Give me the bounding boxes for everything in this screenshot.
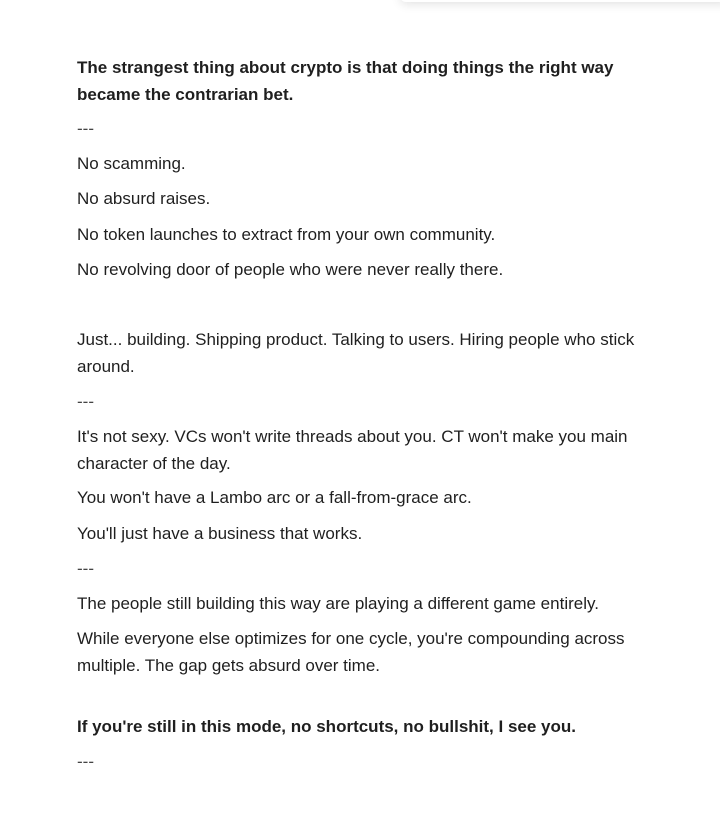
separator-3: ---: [77, 559, 94, 578]
list-item-4: No revolving door of people who were never really there.: [77, 260, 504, 279]
not-sexy-paragraph: It's not sexy. VCs won't write threads about you. CT won't make you main character of the day.: [77, 427, 628, 473]
list-item-3: No token launches to extract from your own community.: [77, 225, 496, 244]
separator-2: ---: [77, 392, 94, 411]
list-item-2: No absurd raises.: [77, 189, 211, 208]
business-paragraph: You'll just have a business that works.: [77, 524, 363, 543]
lambo-paragraph: You won't have a Lambo arc or a fall-from-grace arc.: [77, 488, 472, 507]
separator-1: ---: [77, 119, 94, 138]
compounding-paragraph: While everyone else optimizes for one cycle, you're compounding across multiple. The gap gets absurd over time.: [77, 629, 625, 675]
top-panel-shadow: [400, 0, 720, 2]
list-item-1: No scamming.: [77, 154, 186, 173]
building-paragraph: Just... building. Shipping product. Talking to users. Hiring people who stick around.: [77, 330, 635, 376]
separator-4: ---: [77, 752, 94, 771]
closing-paragraph: If you're still in this mode, no shortcuts, no bullshit, I see you.: [77, 717, 576, 736]
heading: The strangest thing about crypto is that doing things the right way became the contrarian bet.: [77, 58, 614, 104]
different-game-paragraph: The people still building this way are playing a different game entirely.: [77, 594, 599, 613]
